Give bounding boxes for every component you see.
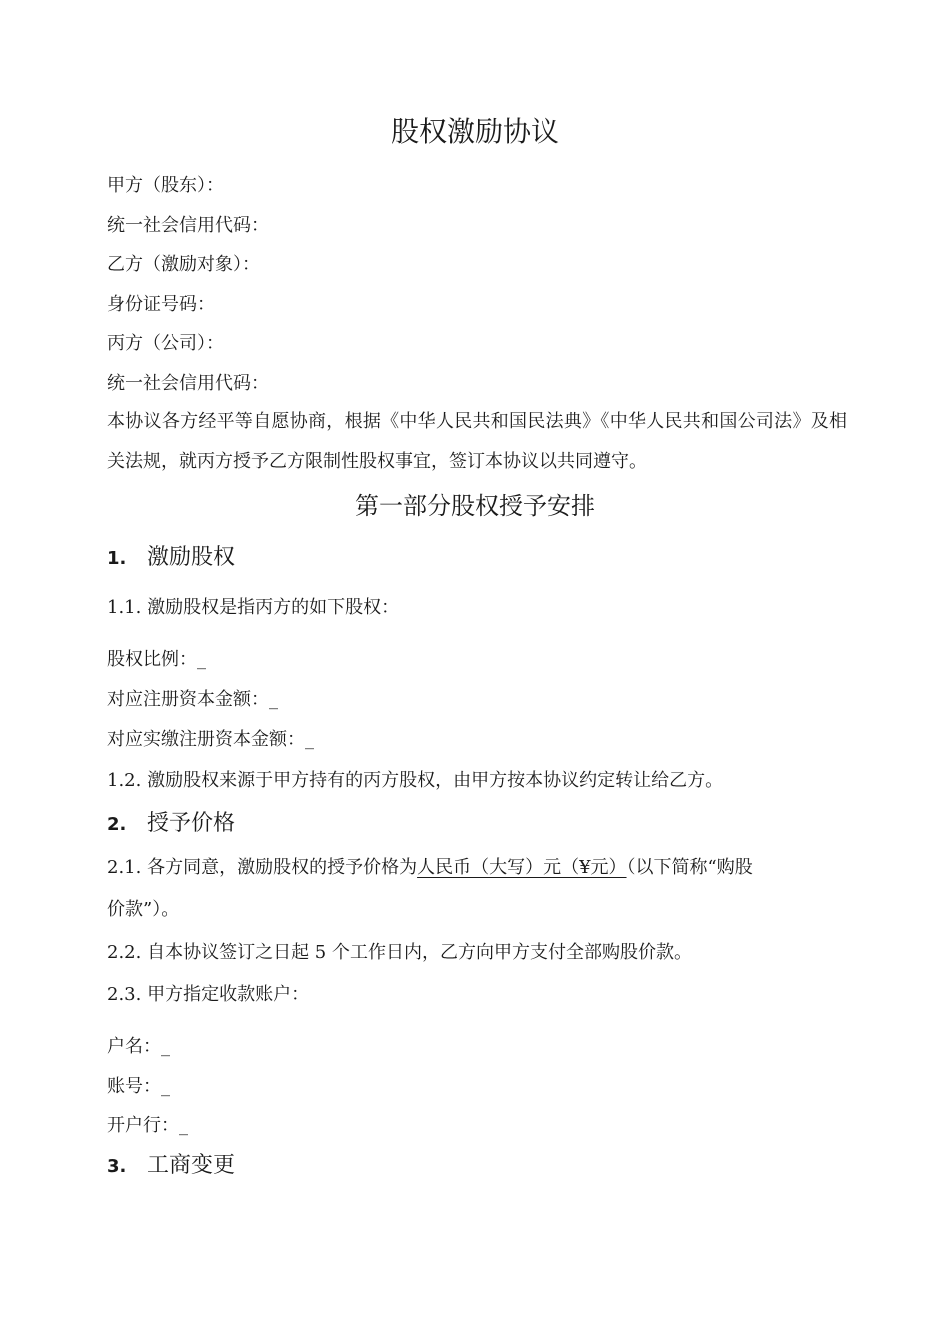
purchase-price-value: 人民币（大写）元（¥元） [417,857,627,878]
clause-1-2: 1.2. 激励股权来源于甲方持有的丙方股权，由甲方按本协议约定转让给乙方。 [107,770,724,791]
section3-heading [107,1150,235,1183]
equity-ratio-field: 股权比例：_ [107,649,206,670]
party-b-id-number: 身份证号码： [107,294,215,315]
party-a-credit-code: 统一社会信用代码： [107,215,269,236]
section3-title: 工商变更 [147,1153,236,1178]
party-c-credit-code: 统一社会信用代码： [107,373,269,394]
part1-title: 第一部分股权授予安排 [355,492,595,520]
section2-number: 2. [107,814,127,835]
preamble-paragraph: 本协议各方经平等自愿协商，根据《中华人民共和国民法典》《中华人民共和国公司法》及相关法规，就丙方授予乙方限制性股权事宜，签订本协议以共同遵守。 [107,411,847,472]
section1-heading [107,542,235,575]
bank-branch-field: 开户行：_ [107,1115,188,1136]
party-a-label: 甲方（股东）： [107,175,224,196]
section2-heading [107,808,235,841]
clause-2-1-prefix: 2.1. 各方同意，激励股权的授予价格为 [107,857,418,878]
section2-title: 授予价格 [147,811,236,836]
clause-2-1 [107,854,753,882]
clause-2-3: 2.3. 甲方指定收款账户： [107,984,310,1005]
clause-2-2: 2.2. 自本协议签订之日起 5 个工作日内，乙方向甲方支付全部购股价款。 [107,942,692,963]
paid-in-capital-field: 对应实缴注册资本金额：_ [107,729,314,750]
clause-2-1-suffix: （以下简称“购股 [626,857,753,878]
party-c-label: 丙方（公司）： [107,333,224,354]
account-name-field: 户名：_ [107,1036,170,1057]
document-title: 股权激励协议 [390,115,559,148]
section3-number: 3. [107,1156,127,1177]
section1-number: 1. [107,548,127,569]
registered-capital-field: 对应注册资本金额：_ [107,689,278,710]
party-b-label: 乙方（激励对象）： [107,254,260,275]
clause-2-1-continued: 价款”）。 [107,899,180,920]
account-number-field: 账号：_ [107,1076,170,1097]
section1-title: 激励股权 [147,545,236,570]
clause-1-1: 1.1. 激励股权是指丙方的如下股权： [107,597,400,618]
